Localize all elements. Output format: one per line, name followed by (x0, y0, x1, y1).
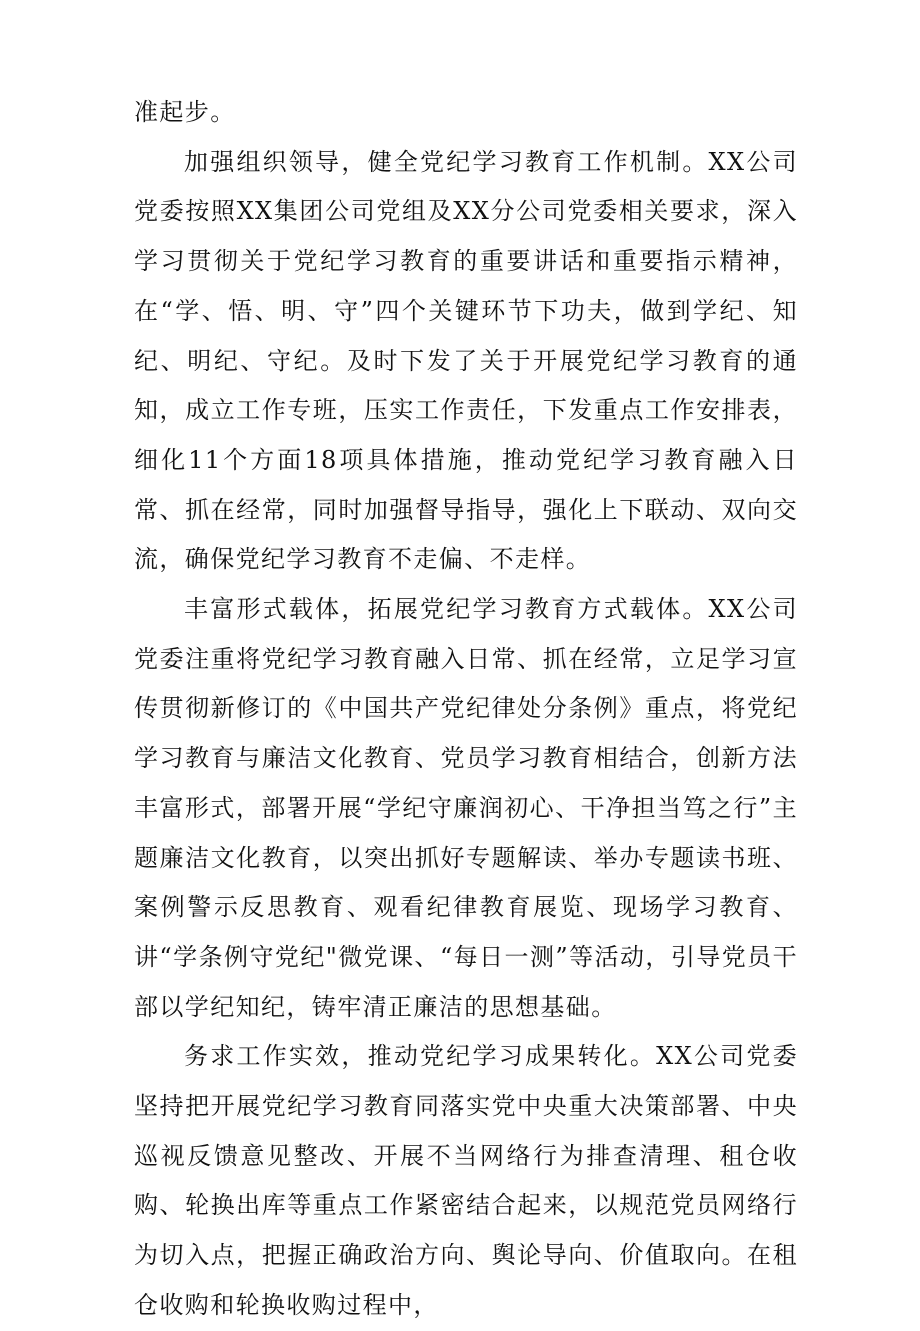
paragraph-continuation: 准起步。 (134, 98, 236, 126)
paragraph-enrich-forms: 丰富形式载体，拓展党纪学习教育方式载体。XX公司党委注重将党纪学习教育融入日常、抓在经常，立足学习宣传贯彻新修订的《中国共产党纪律处分条例》重点，将党纪学习教育与廉洁文化教育、党员学习教育相结合，创新方法丰富形式，部署开展“学纪守廉润初心、干净担当笃之行”主题廉洁文化教育，以突出抓好专题解读、举办专题读书班、案例警示反思教育、观看纪律教育展览、现场学习教育、讲“学条例守党纪"微党课、“每日一测”等活动，引导党员干部以学纪知纪，铸牢清正廉洁的思想基础。 (134, 595, 798, 1021)
paragraph-organization-leadership: 加强组织领导，健全党纪学习教育工作机制。XX公司党委按照XX集团公司党组及XX分公司党委相关要求，深入学习贯彻关于党纪学习教育的重要讲话和重要指示精神，在“学、悟、明、守”四个关键环节下功夫，做到学纪、知纪、明纪、守纪。及时下发了关于开展党纪学习教育的通知，成立工作专班，压实工作责任，下发重点工作安排表，细化11个方面18项具体措施，推动党纪学习教育融入日常、抓在经常，同时加强督导指导，强化上下联动、双向交流，确保党纪学习教育不走偏、不走样。 (134, 147, 798, 574)
document-body (134, 88, 798, 1331)
paragraph-work-results: 务求工作实效，推动党纪学习成果转化。XX公司党委坚持把开展党纪学习教育同落实党中央重大决策部署、中央巡视反馈意见整改、开展不当网络行为排查清理、租仓收购、轮换出库等重点工作紧密结合起来，以规范党员网络行为切入点，把握正确政治方向、舆论导向、价值取向。在租仓收购和轮换收购过程中， (134, 1042, 798, 1319)
